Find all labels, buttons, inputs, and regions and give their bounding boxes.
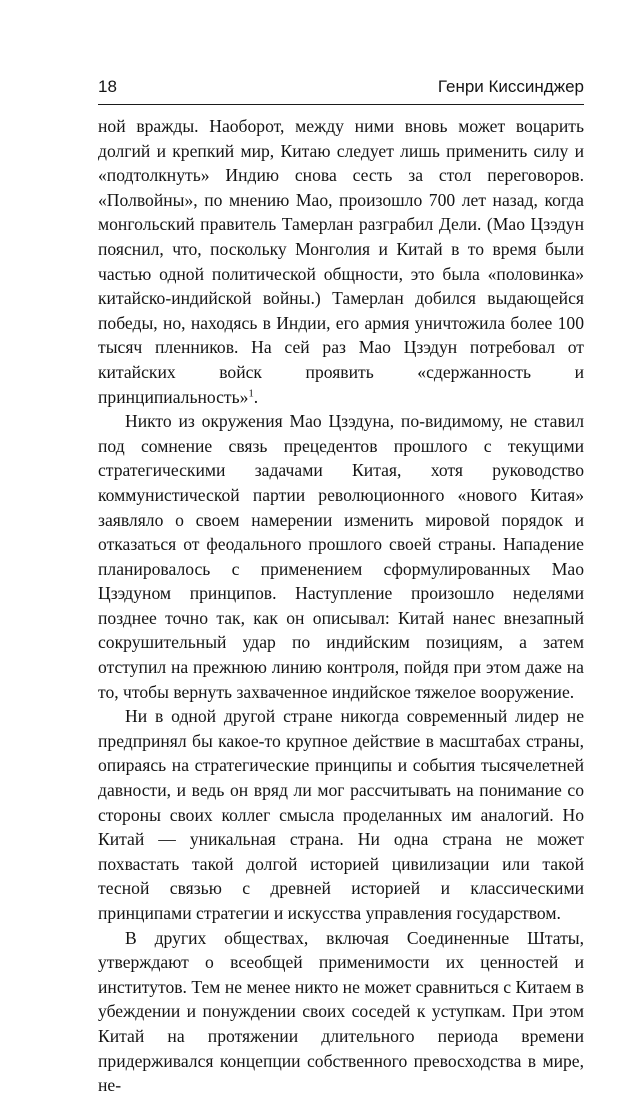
paragraph-1 (98, 114, 584, 409)
paragraph-3: Ни в одной другой стране никогда современный лидер не предпринял бы какое-то крупное действие в масштабах страны, опираясь на стратегические принципы и события тысячелетней давности, и ведь он вряд ли мог рассчитывать на понимание со стороны своих коллег смысла проделанных им аналогий. Но Китай — уникальная страна. Ни одна страна не может похвастать такой долгой историей цивилизации или такой тесной связью с древней историей и классическими принципами стратегии и искусства управления государством. (98, 706, 584, 923)
paragraph-1-end: . (253, 386, 259, 407)
paragraph-2: Никто из окружения Мао Цзэдуна, по-видимому, не ставил под сомнение связь прецедентов прошлого с текущими стратегическими задачами Китая, хотя руководство коммунистической партии революционного «нового Китая» заявляло о своем намерении изменить мировой порядок и отказаться от феодального прошлого своей страны. Нападение планировалось с применением сформулированных Мао Цзэдуном принципов. Наступление произошло неделями позднее точно так, как он описывал: Китай нанес внезапный сокрушительный удар по индийским позициям, а затем отступил на прежнюю линию контроля, пойдя при этом даже на то, чтобы вернуть захваченное индийское тяжелое вооружение. (98, 411, 584, 702)
running-header (98, 74, 584, 100)
page-number: 18 (98, 77, 117, 96)
running-head-author: Генри Киссинджер (437, 77, 584, 96)
body-text (98, 114, 584, 1098)
footnote-marker[interactable]: 1 (248, 388, 254, 400)
header-divider (98, 104, 584, 105)
paragraph-4: В других обществах, включая Соединенные Штаты, утверждают о всеобщей применимости их ценностей и институтов. Тем не менее никто не может сравниться с Китаем в убеждении и понуждении своих соседей к уступкам. При этом Китай на протяжении длительного периода времени придерживался концепции собственного превосходства в мире, не- (98, 927, 584, 1096)
paragraph-1-text: ной вражды. Наоборот, между ними вновь может воцарить долгий и крепкий мир, Китаю следует лишь применить силу и «подтолкнуть» Индию снова сесть за стол переговоров. «Полвойны», по мнению Мао, произошло 700 лет назад, когда монгольский правитель Тамерлан разграбил Дели. (Мао Цзэдун пояснил, что, поскольку Монголия и Китай в то время были частью одной политической общности, это была «половинка» китайско-индийской войны.) Тамерлан добился выдающейся победы, но, находясь в Индии, его армия уничтожила более 100 тысяч пленников. На сей раз Мао Цзэдун потребовал от китайских войск проявить «сдержанность и принципиальность» (98, 116, 584, 407)
